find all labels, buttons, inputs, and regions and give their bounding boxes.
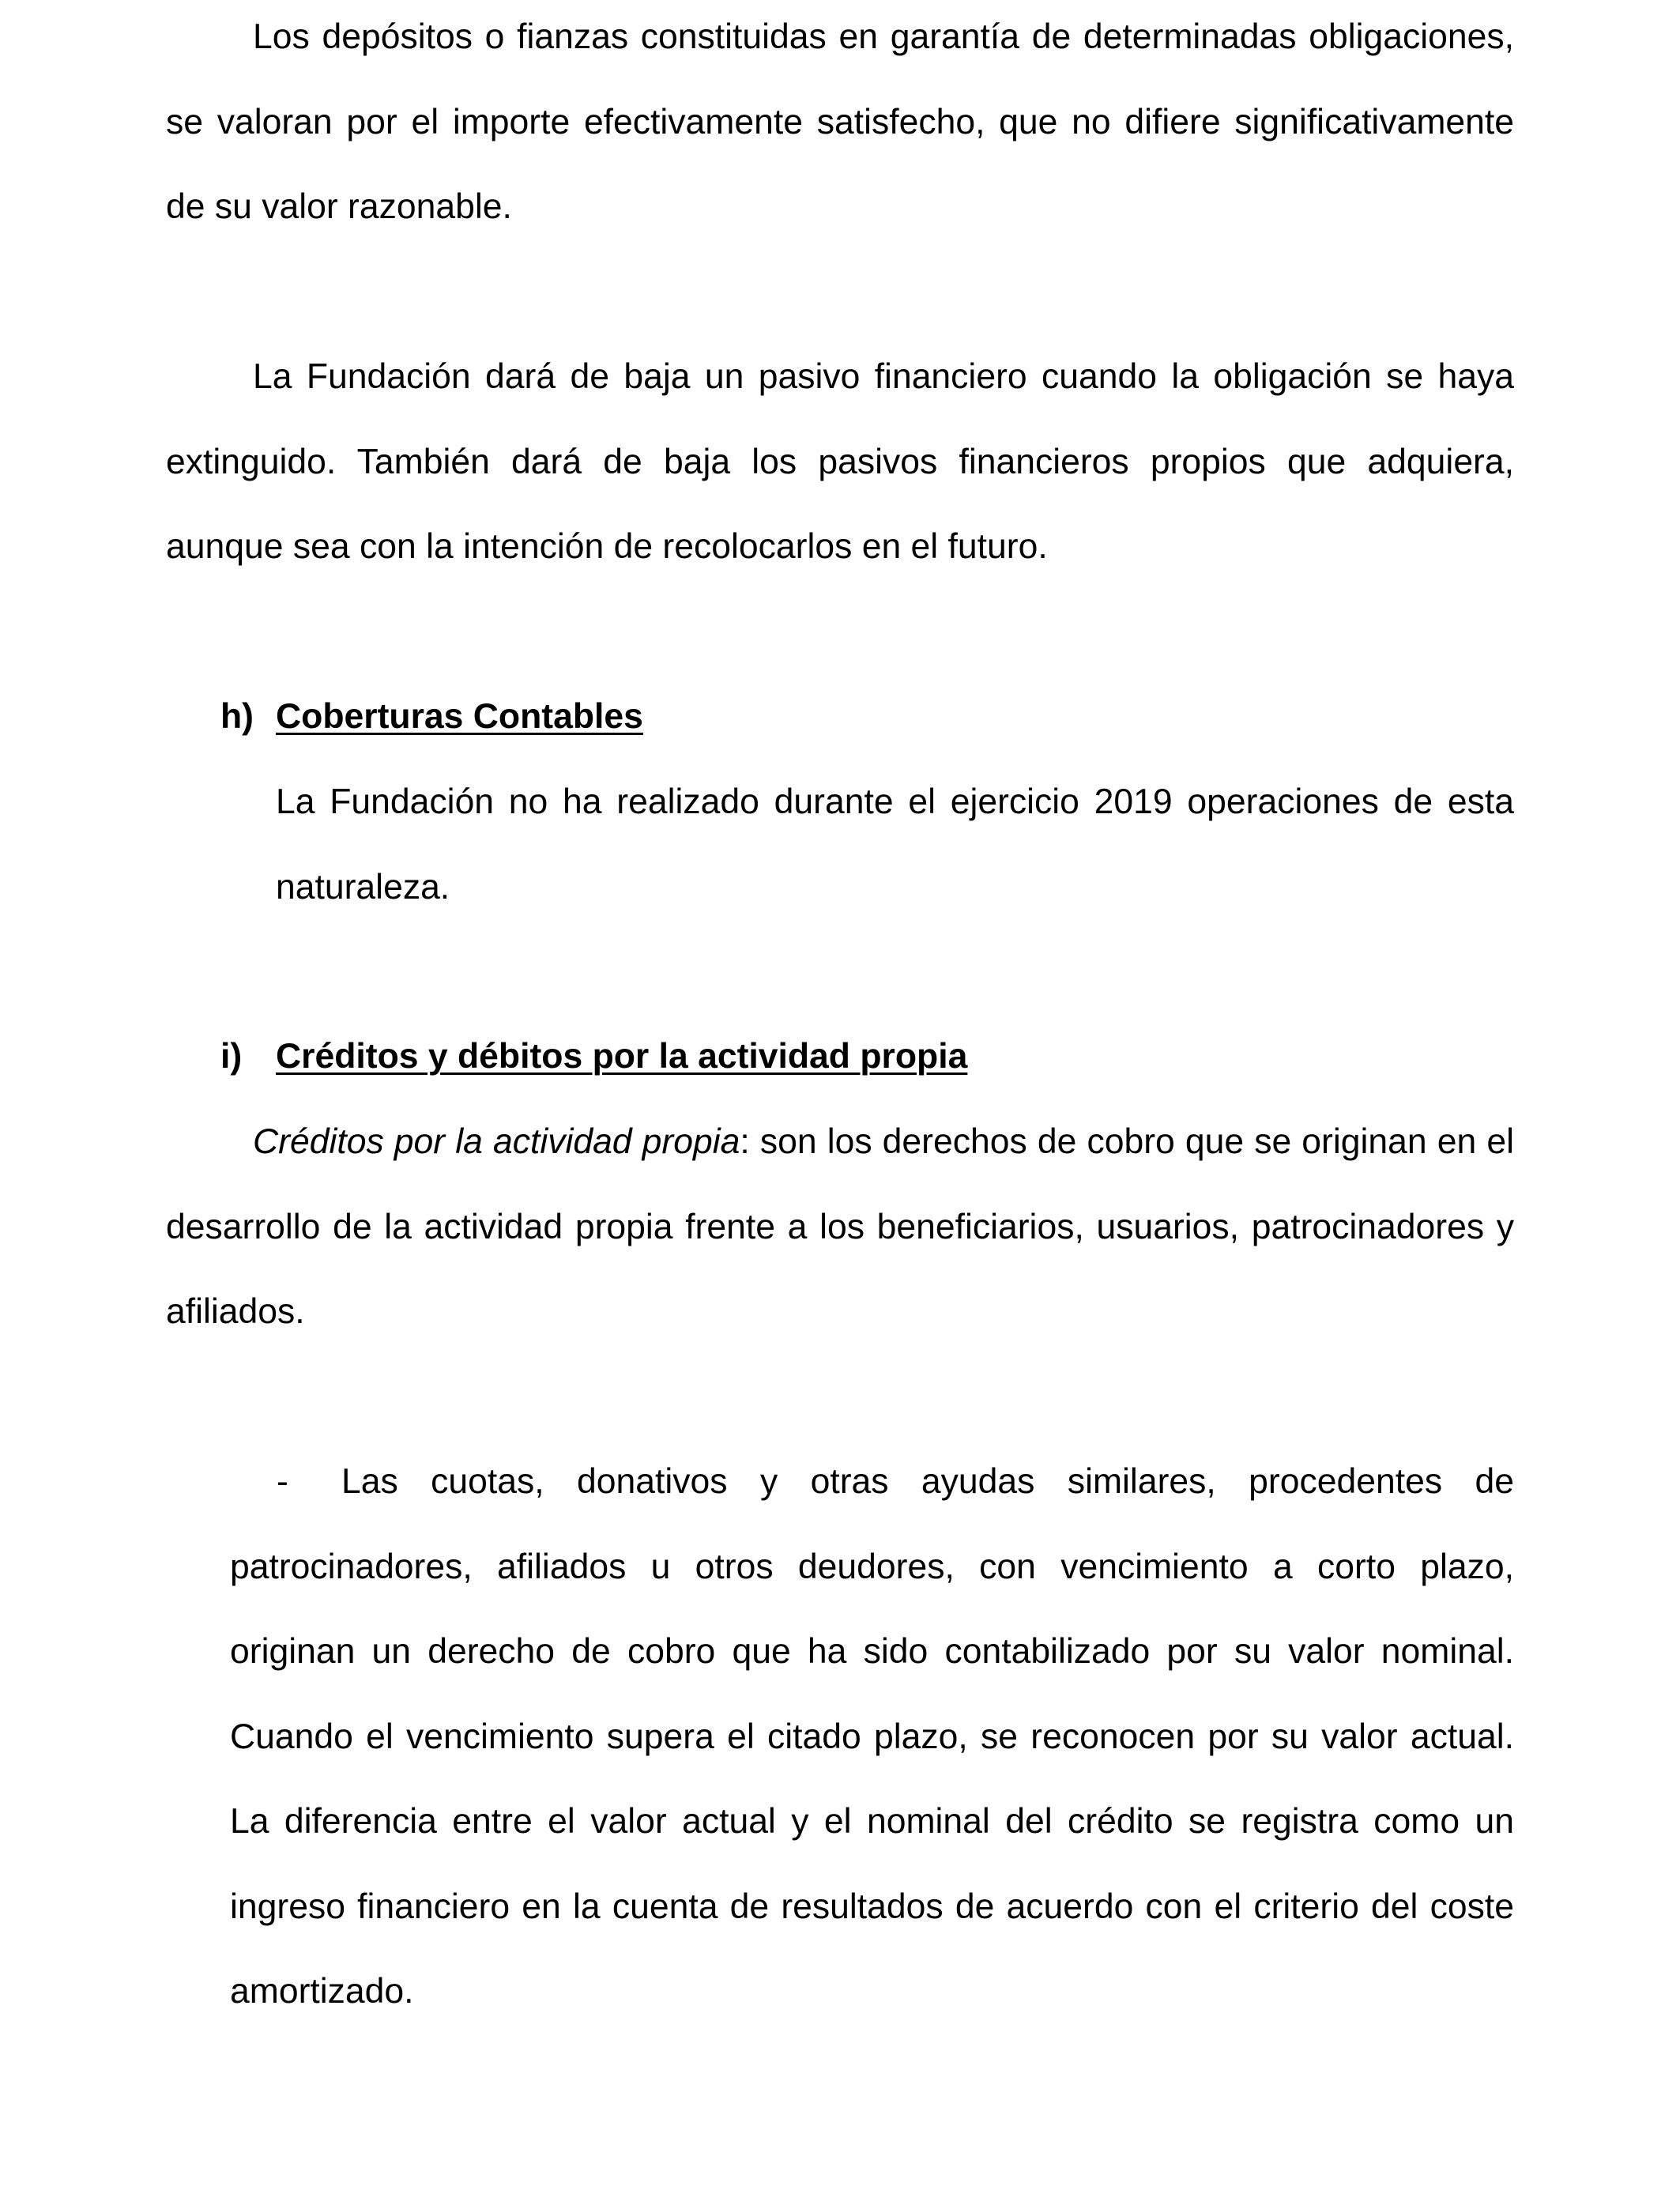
bullet-text: Las cuotas, donativos y otras ayudas similares, procedentes de patrocinadores, afiliados u otros deudores, con vencimiento a corto plazo, originan un derecho de cobro que ha sido contabilizado por su valor nominal. Cuando el vencimiento supera el citado plazo, se reconocen por su valor actual. La diferencia entre el valor actual y el nominal del crédito se registra como un ingreso financiero en la cuenta de resultados de acuerdo con el criterio del coste amortizado. (230, 1462, 1514, 2011)
section-i-title: Créditos y débitos por la actividad propia (276, 1037, 968, 1076)
bullet-item (230, 1439, 1514, 2034)
definition-term: Créditos por la actividad propia (253, 1122, 740, 1161)
section-i-heading (220, 1014, 967, 1099)
section-h-title: Coberturas Contables (276, 697, 643, 736)
section-h-heading (220, 674, 643, 760)
definition-paragraph (166, 1099, 1514, 1355)
section-h-marker: h) (220, 697, 254, 736)
paragraph-derecognition: La Fundación dará de baja un pasivo financiero cuando la obligación se haya extinguido. También dará de baja los pasivos financieros propios que adquiera, aunque sea con la intención de recolocarlos en el futuro. (166, 357, 1514, 566)
paragraph-deposits: Los depósitos o fianzas constituidas en garantía de determinadas obligaciones, se valoran por el importe efectivamente satisfecho, que no difiere significativamente de su valor razonable. (166, 17, 1514, 226)
section-i-marker: i) (220, 1037, 243, 1076)
section-h-body: La Fundación no ha realizado durante el ejercicio 2019 operaciones de esta naturaleza. (276, 782, 1514, 907)
bullet-marker: - (277, 1462, 288, 1501)
definition-body: : son los derechos de cobro que se originan en el desarrollo de la actividad propia frente a los beneficiarios, usuarios, patrocinadores y afiliados. (166, 1122, 1514, 1331)
